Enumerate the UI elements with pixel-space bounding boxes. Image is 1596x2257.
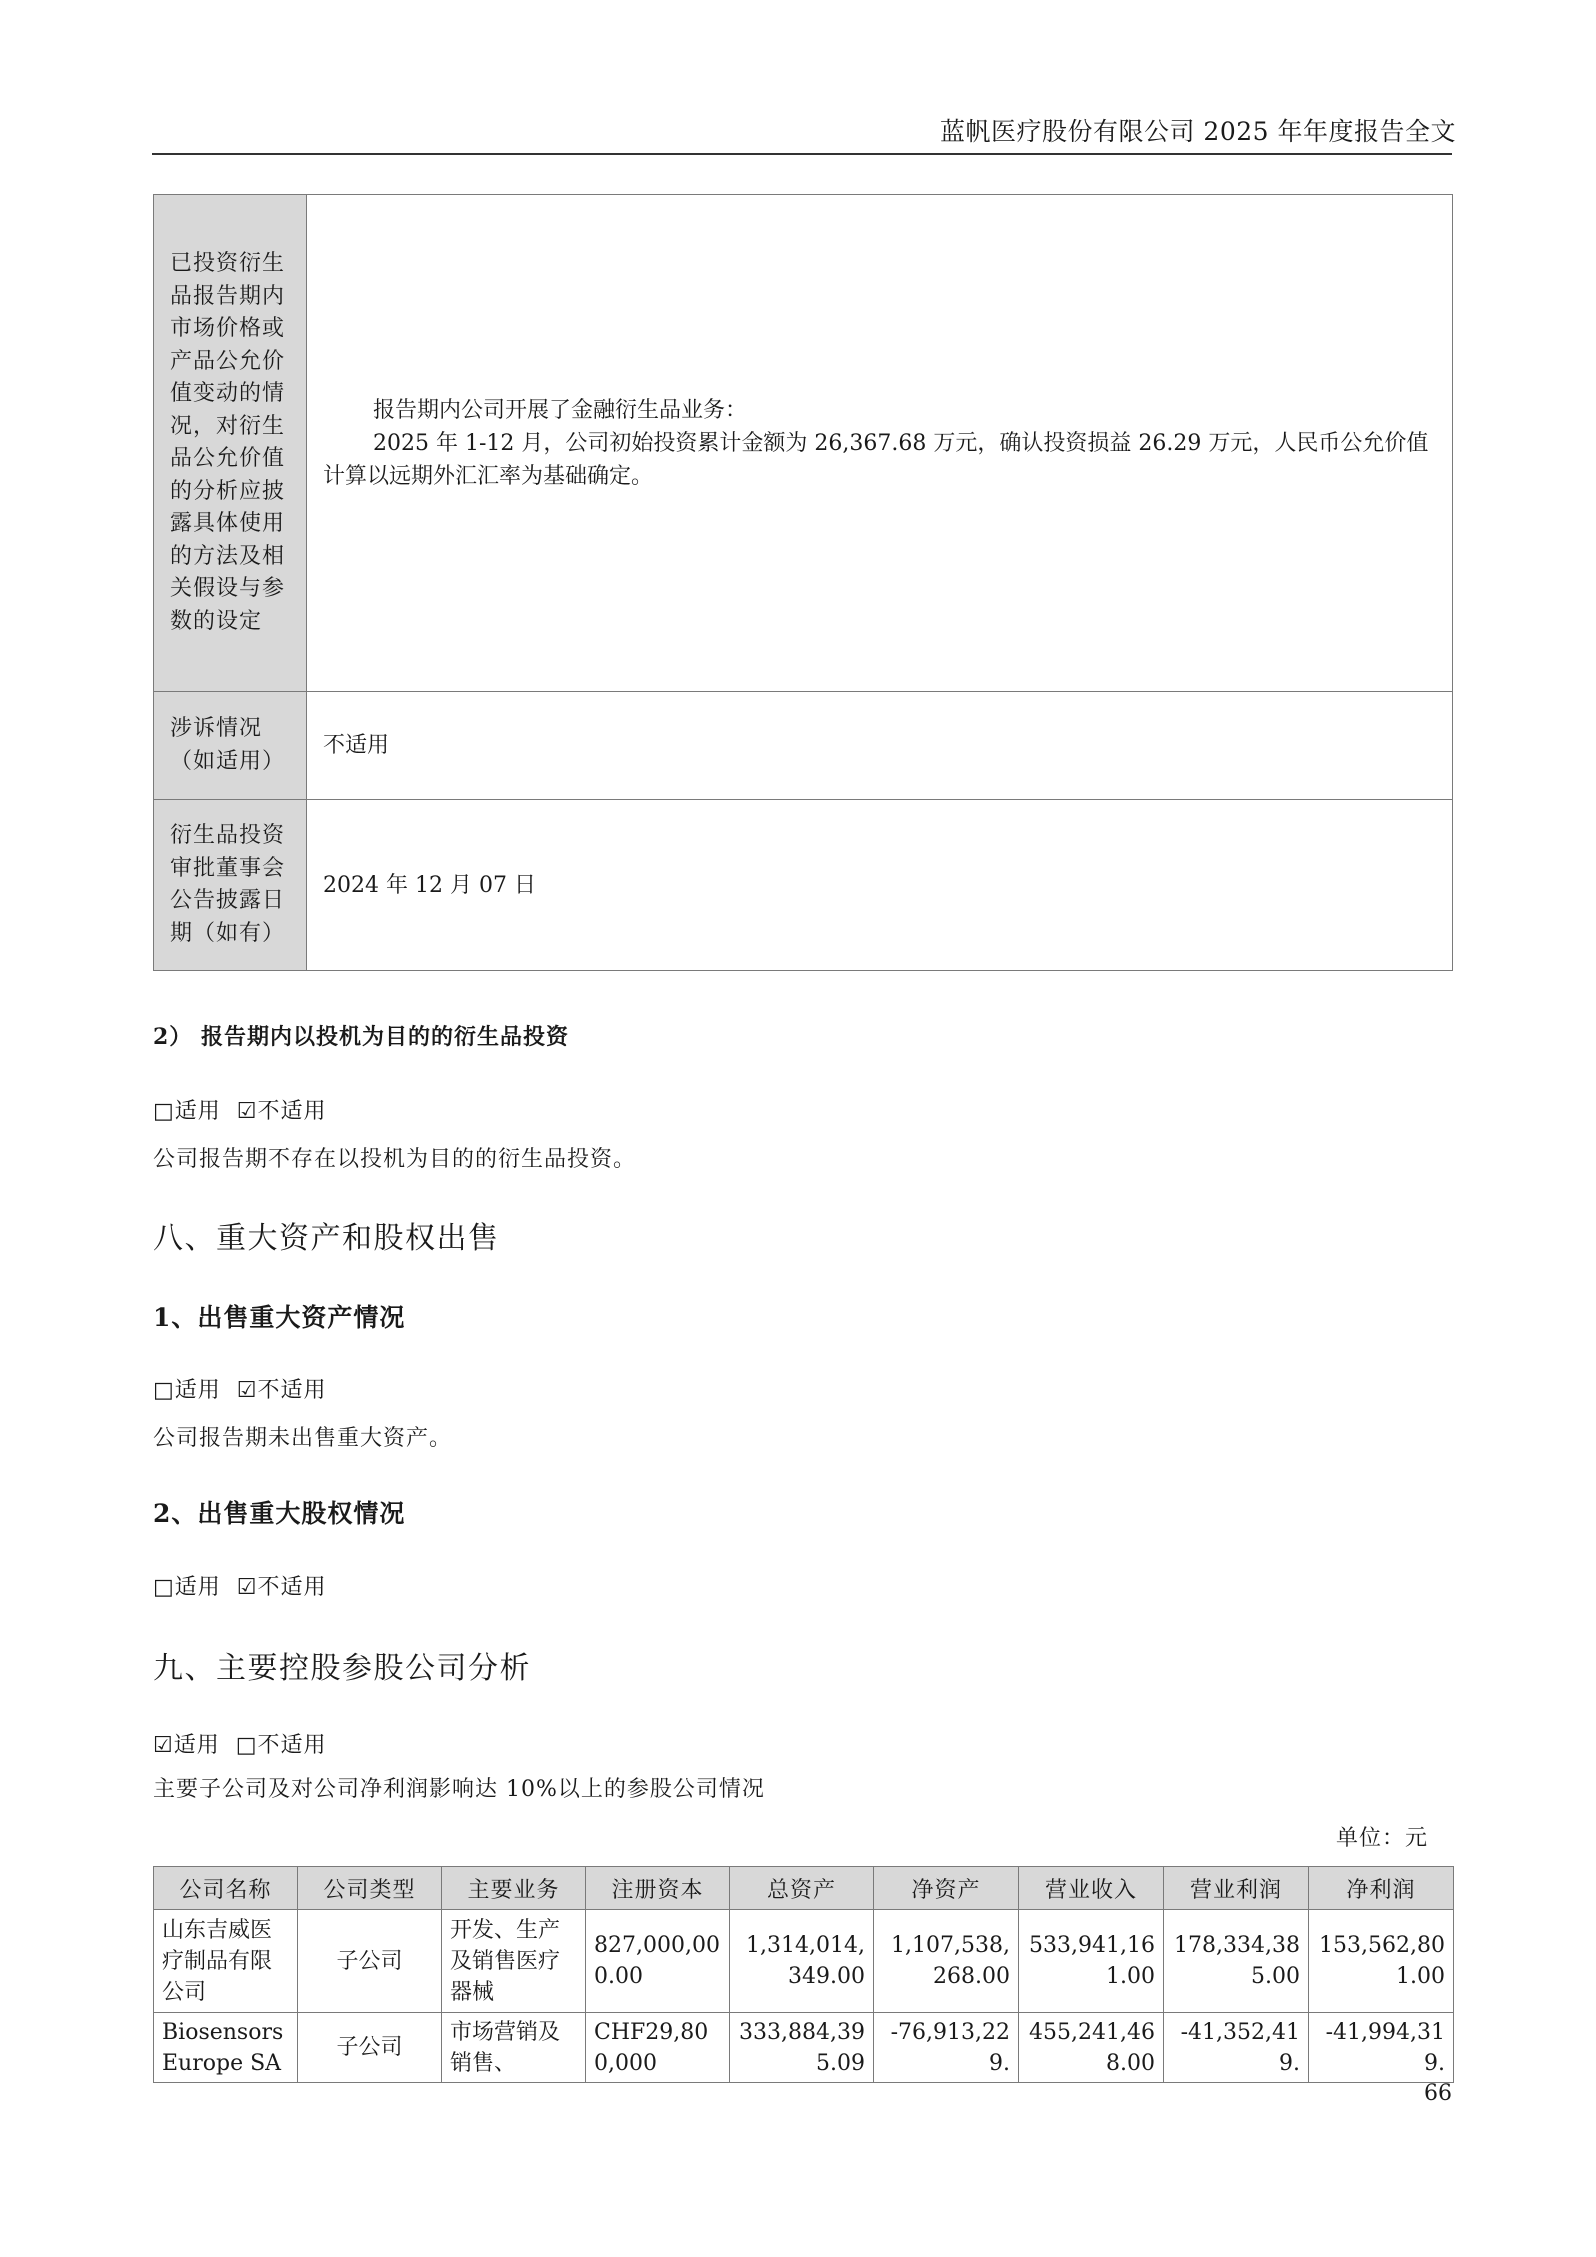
value-line: 报告期内公司开展了金融衍生品业务： xyxy=(373,397,748,423)
column-header: 营业收入 xyxy=(1019,1867,1164,1910)
row-value: 不适用 xyxy=(307,692,1453,800)
table-row xyxy=(154,692,1453,800)
table-cell: 开发、生产及销售医疗器械 xyxy=(442,1910,586,2013)
column-header: 净资产 xyxy=(874,1867,1019,1910)
column-header: 注册资本 xyxy=(586,1867,730,1910)
checkbox-checked: ☑不适用 xyxy=(236,1378,327,1403)
applicability-checkboxes xyxy=(153,1728,327,1759)
subsection-heading: 2、出售重大股权情况 xyxy=(153,1499,406,1528)
column-header: 主要业务 xyxy=(442,1867,586,1910)
unit-label: 单位：元 xyxy=(1335,1826,1428,1851)
table-row xyxy=(154,800,1453,971)
subsidiaries-table xyxy=(153,1866,1454,2083)
table-cell: 山东吉威医疗制品有限公司 xyxy=(154,1910,298,2013)
table-cell: 827,000,000.00 xyxy=(586,1910,730,2013)
column-header: 公司类型 xyxy=(298,1867,442,1910)
row-label: 衍生品投资审批董事会公告披露日期（如有） xyxy=(154,800,307,971)
column-header: 营业利润 xyxy=(1164,1867,1309,1910)
page-number: 66 xyxy=(1424,2081,1452,2106)
table-cell: 333,884,395.09 xyxy=(730,2013,874,2083)
checkbox-unchecked: □适用 xyxy=(153,1575,221,1600)
checkbox-unchecked: □适用 xyxy=(153,1099,221,1124)
checkbox-checked: ☑不适用 xyxy=(236,1099,327,1124)
applicability-checkboxes xyxy=(153,1373,327,1404)
table-cell: 市场营销及销售、 xyxy=(442,2013,586,2083)
checkbox-unchecked: □不适用 xyxy=(235,1733,327,1758)
derivatives-detail-table xyxy=(153,194,1453,971)
checkbox-checked: ☑适用 xyxy=(153,1733,220,1758)
applicability-checkboxes xyxy=(153,1094,327,1125)
table-cell: 153,562,801.00 xyxy=(1309,1910,1454,2013)
table-cell: 533,941,161.00 xyxy=(1019,1910,1164,2013)
checkbox-checked: ☑不适用 xyxy=(236,1575,327,1600)
subsection-heading: 1、出售重大资产情况 xyxy=(153,1303,406,1332)
value-line: 2025 年 1-12 月，公司初始投资累计金额为 26,367.68 万元，确认投资损益 26.29 万元，人民币公允价值计算以远期外汇汇率为基础确定。 xyxy=(323,430,1429,489)
section-text: 公司报告期未出售重大资产。 xyxy=(153,1426,453,1451)
table-cell: -76,913,229. xyxy=(874,2013,1019,2083)
row-label: 已投资衍生品报告期内市场价格或产品公允价值变动的情况，对衍生品公允价值的分析应披露具体使用的方法及相关假设与参数的设定 xyxy=(154,195,307,692)
column-header: 总资产 xyxy=(730,1867,874,1910)
table-cell: 1,107,538,268.00 xyxy=(874,1910,1019,2013)
table-row xyxy=(154,195,1453,692)
section-heading: 九、主要控股参股公司分析 xyxy=(153,1651,531,1686)
table-cell: Biosensors Europe SA xyxy=(154,2013,298,2083)
table-cell: CHF29,800,000 xyxy=(586,2013,730,2083)
applicability-checkboxes xyxy=(153,1570,327,1601)
section-heading: 八、重大资产和股权出售 xyxy=(153,1221,500,1256)
column-header: 净利润 xyxy=(1309,1867,1454,1910)
column-header: 公司名称 xyxy=(154,1867,298,1910)
table-cell: 455,241,468.00 xyxy=(1019,2013,1164,2083)
header-rule xyxy=(152,153,1452,155)
table-row xyxy=(154,2013,1454,2083)
section-text: 公司报告期不存在以投机为目的的衍生品投资。 xyxy=(153,1147,637,1172)
section-intro: 主要子公司及对公司净利润影响达 10%以上的参股公司情况 xyxy=(153,1777,765,1802)
report-header-title: 蓝帆医疗股份有限公司 2025 年年度报告全文 xyxy=(939,117,1456,146)
table-cell: -41,352,419. xyxy=(1164,2013,1309,2083)
table-cell: 子公司 xyxy=(298,2013,442,2083)
table-cell: 178,334,385.00 xyxy=(1164,1910,1309,2013)
table-cell: 1,314,014,349.00 xyxy=(730,1910,874,2013)
row-label: 涉诉情况（如适用） xyxy=(154,692,307,800)
row-value xyxy=(307,195,1453,692)
row-value: 2024 年 12 月 07 日 xyxy=(307,800,1453,971)
checkbox-unchecked: □适用 xyxy=(153,1378,221,1403)
table-cell: 子公司 xyxy=(298,1910,442,2013)
table-cell: -41,994,319. xyxy=(1309,2013,1454,2083)
table-header-row xyxy=(154,1867,1454,1910)
speculative-derivatives-heading: 2） 报告期内以投机为目的的衍生品投资 xyxy=(153,1024,569,1050)
table-row xyxy=(154,1910,1454,2013)
